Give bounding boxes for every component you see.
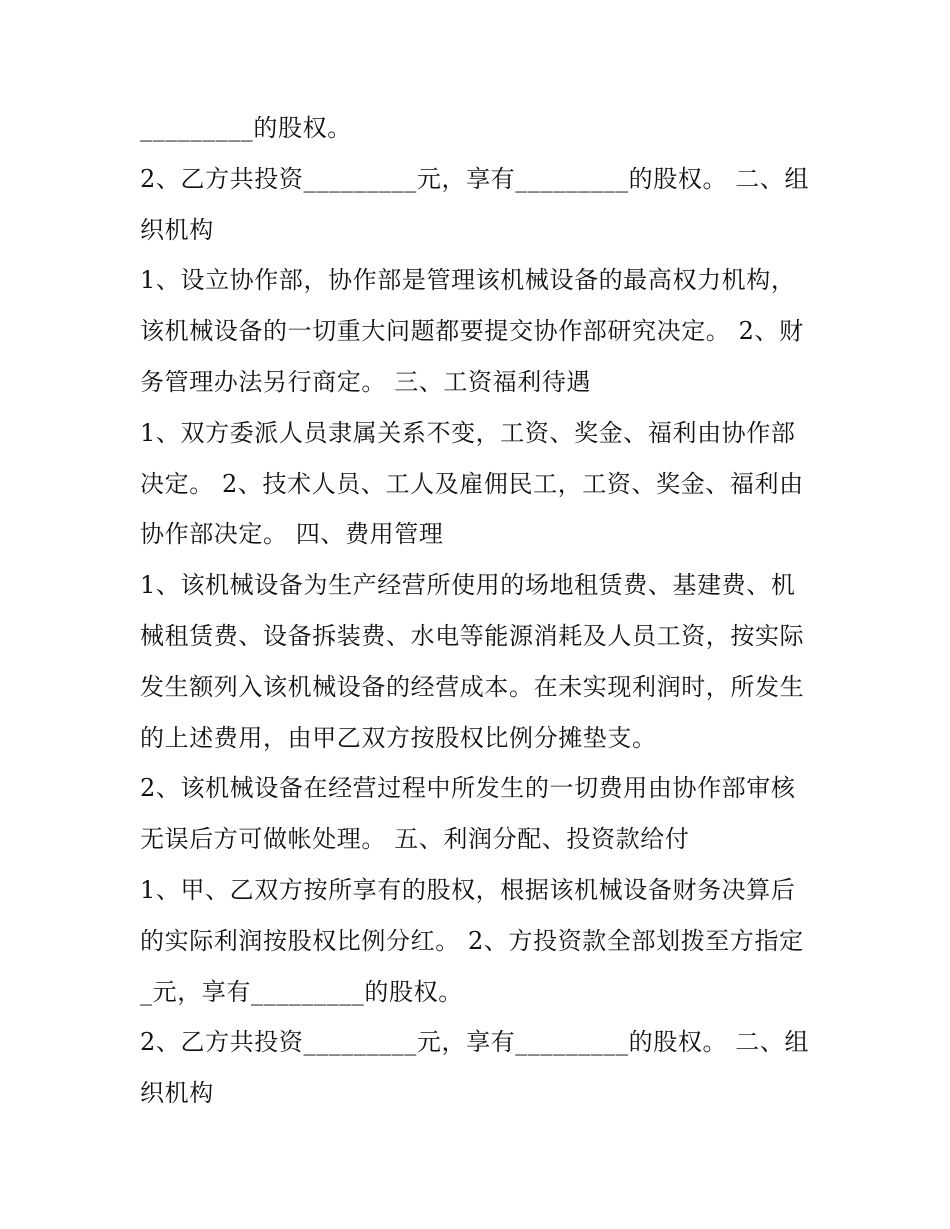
text-line: _元，享有_________的股权。 bbox=[140, 977, 463, 1006]
text-line: 的实际利润按股权比例分红。 2、方投资款全部划拨至方指定 bbox=[140, 926, 804, 955]
text-line: 协作部决定。 四、费用管理 bbox=[140, 520, 444, 549]
text-line: 2、乙方共投资_________元，享有_________的股权。 二、组 bbox=[140, 164, 810, 193]
document-body bbox=[140, 103, 820, 1119]
text-line: 1、设立协作部，协作部是管理该机械设备的最高权力机构， bbox=[140, 266, 796, 295]
text-line: 2、乙方共投资_________元，享有_________的股权。 二、组 bbox=[140, 1028, 810, 1057]
text-line: 械租赁费、设备拆装费、水电等能源消耗及人员工资，按实际 bbox=[140, 621, 805, 650]
text-line: 织机构 bbox=[140, 1079, 214, 1108]
text-line: 的上述费用，由甲乙双方按股权比例分摊垫支。 bbox=[140, 723, 657, 752]
text-line: _________的股权。 bbox=[140, 114, 352, 142]
text-line: 决定。 2、技术人员、工人及雇佣民工，工资、奖金、福利由 bbox=[140, 469, 804, 498]
text-line: 该机械设备的一切重大问题都要提交协作部研究决定。 2、财 bbox=[140, 317, 804, 346]
text-line: 织机构 bbox=[140, 215, 214, 244]
text-line: 1、甲、乙双方按所享有的股权，根据该机械设备财务决算后 bbox=[140, 875, 796, 904]
text-line: 无误后方可做帐处理。 五、利润分配、投资款给付 bbox=[140, 825, 690, 854]
text-line: 发生额列入该机械设备的经营成本。在未实现利润时，所发生 bbox=[140, 672, 805, 701]
text-line: 1、该机械设备为生产经营所使用的场地租赁费、基建费、机 bbox=[140, 571, 796, 600]
text-line: 2、该机械设备在经营过程中所发生的一切费用由协作部审核 bbox=[140, 774, 796, 803]
text-line: 1、双方委派人员隶属关系不变，工资、奖金、福利由协作部 bbox=[140, 418, 796, 447]
text-line: 务管理办法另行商定。 三、工资福利待遇 bbox=[140, 367, 592, 396]
